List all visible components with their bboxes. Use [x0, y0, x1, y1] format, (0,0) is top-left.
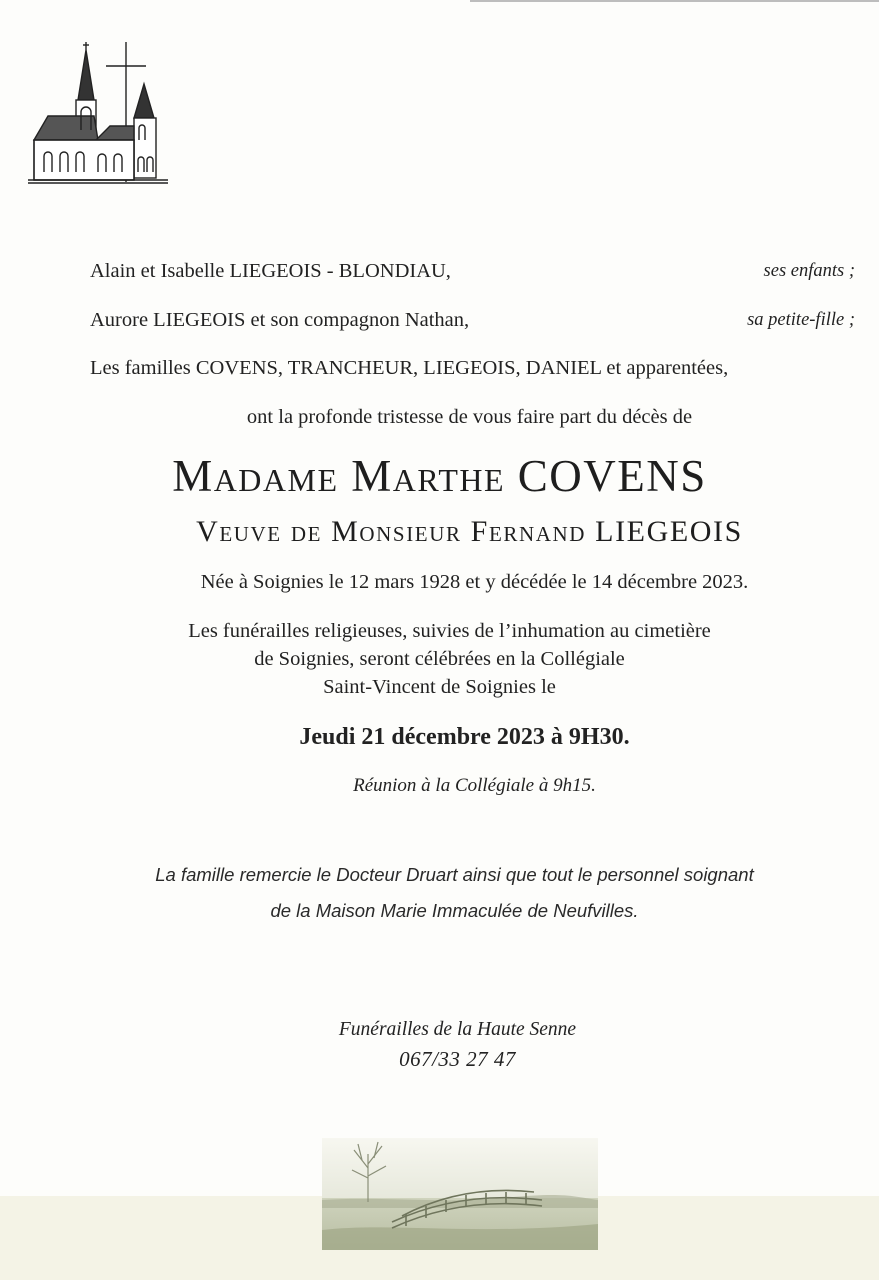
family-names: Alain et Isabelle LIEGEOIS - BLONDIAU, — [90, 260, 451, 282]
thanks-line: de la Maison Marie Immaculée de Neufvilles. — [270, 900, 639, 921]
undertaker-phone: 067/33 27 47 — [399, 1047, 516, 1071]
family-names: Les familles COVENS, TRANCHEUR, LIEGEOIS, DANIEL et apparentées, — [90, 357, 729, 379]
church-with-cross-icon — [26, 40, 172, 186]
family-names: Aurore LIEGEOIS et son compagnon Nathan, — [90, 309, 470, 331]
funeral-line: Saint-Vincent de Soignies le — [323, 676, 556, 698]
deceased-name: Madame Marthe COVENS — [172, 451, 707, 501]
reunion-text: Réunion à la Collégiale à 9h15. — [353, 775, 596, 796]
scan-edge-line — [470, 0, 879, 2]
family-relation: ses enfants ; — [763, 261, 855, 281]
widow-of: Veuve de Monsieur Fernand LIEGEOIS — [196, 515, 743, 548]
birth-death-text: Née à Soignies le 12 mars 1928 et y décédée le 14 décembre 2023. — [200, 571, 749, 593]
funeral-line: Les funérailles religieuses, suivies de l’inhumation au cimetière — [188, 620, 711, 642]
intro-text: ont la profonde tristesse de vous faire part du décès de — [246, 406, 693, 428]
undertaker-name: Funérailles de la Haute Senne — [338, 1019, 577, 1040]
thanks-line: La famille remercie le Docteur Druart ainsi que tout le personnel soignant — [155, 864, 754, 885]
funeral-line: de Soignies, seront célébrées en la Collégiale — [254, 648, 625, 670]
bridge-landscape-image — [322, 1138, 598, 1250]
funeral-date: Jeudi 21 décembre 2023 à 9H30. — [299, 724, 630, 750]
family-relation: sa petite-fille ; — [747, 310, 855, 330]
